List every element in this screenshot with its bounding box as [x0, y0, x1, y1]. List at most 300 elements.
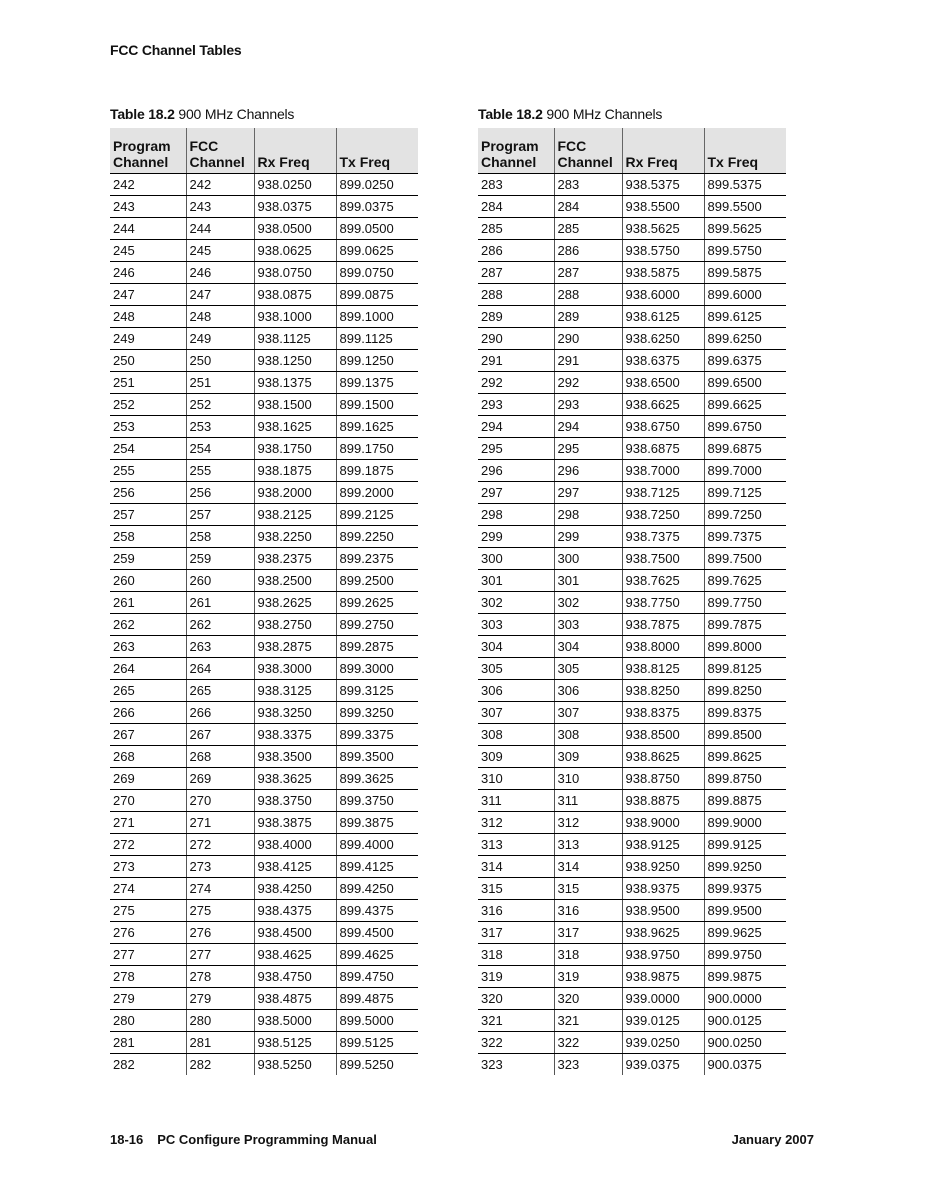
tx-freq-cell: 899.6125	[704, 306, 786, 328]
rx-freq-cell: 938.6125	[622, 306, 704, 328]
program-channel-cell: 303	[478, 614, 554, 636]
rx-freq-cell: 938.7375	[622, 526, 704, 548]
table-row	[110, 570, 418, 592]
table-row	[478, 174, 786, 196]
program-channel-cell: 253	[110, 416, 186, 438]
tx-freq-cell: 899.5000	[336, 1010, 418, 1032]
fcc-channel-cell: 319	[554, 966, 622, 988]
tx-freq-cell: 899.2375	[336, 548, 418, 570]
program-channel-cell: 295	[478, 438, 554, 460]
table-row	[110, 438, 418, 460]
table-row	[110, 350, 418, 372]
fcc-channel-cell: 292	[554, 372, 622, 394]
fcc-channel-cell: 263	[186, 636, 254, 658]
tx-freq-cell: 899.3250	[336, 702, 418, 724]
fcc-channel-cell: 280	[186, 1010, 254, 1032]
table-row	[478, 636, 786, 658]
rx-freq-cell: 938.8125	[622, 658, 704, 680]
table-row	[478, 856, 786, 878]
rx-freq-cell: 938.9750	[622, 944, 704, 966]
fcc-channel-cell: 316	[554, 900, 622, 922]
fcc-channel-cell: 298	[554, 504, 622, 526]
tx-freq-cell: 899.6375	[704, 350, 786, 372]
fcc-channel-cell: 282	[186, 1054, 254, 1076]
table-row	[110, 174, 418, 196]
fcc-channel-cell: 283	[554, 174, 622, 196]
fcc-channel-cell: 262	[186, 614, 254, 636]
tx-freq-cell: 899.5625	[704, 218, 786, 240]
rx-freq-cell: 938.3875	[254, 812, 336, 834]
fcc-channel-cell: 242	[186, 174, 254, 196]
table-row	[110, 680, 418, 702]
program-channel-cell: 306	[478, 680, 554, 702]
table-row	[110, 328, 418, 350]
rx-freq-cell: 938.6875	[622, 438, 704, 460]
program-channel-cell: 293	[478, 394, 554, 416]
program-channel-cell: 288	[478, 284, 554, 306]
program-channel-cell: 316	[478, 900, 554, 922]
fcc-channel-cell: 311	[554, 790, 622, 812]
fcc-channel-cell: 287	[554, 262, 622, 284]
fcc-channel-cell: 315	[554, 878, 622, 900]
table-row	[110, 614, 418, 636]
table-row	[110, 218, 418, 240]
program-channel-cell: 258	[110, 526, 186, 548]
tx-freq-cell: 900.0125	[704, 1010, 786, 1032]
rx-freq-cell: 938.4625	[254, 944, 336, 966]
program-channel-cell: 311	[478, 790, 554, 812]
fcc-channel-cell: 245	[186, 240, 254, 262]
tx-freq-cell: 899.2750	[336, 614, 418, 636]
col-header-program-channel: Program Channel	[478, 128, 554, 174]
rx-freq-cell: 938.2375	[254, 548, 336, 570]
program-channel-cell: 275	[110, 900, 186, 922]
rx-freq-cell: 938.3375	[254, 724, 336, 746]
table-caption	[478, 106, 786, 122]
table-row	[110, 724, 418, 746]
program-channel-cell: 308	[478, 724, 554, 746]
table-row	[478, 284, 786, 306]
tx-freq-cell: 899.6000	[704, 284, 786, 306]
table-title: 900 MHz Channels	[546, 106, 663, 122]
program-channel-cell: 321	[478, 1010, 554, 1032]
program-channel-cell: 259	[110, 548, 186, 570]
tx-freq-cell: 899.4500	[336, 922, 418, 944]
program-channel-cell: 254	[110, 438, 186, 460]
program-channel-cell: 260	[110, 570, 186, 592]
program-channel-cell: 270	[110, 790, 186, 812]
rx-freq-cell: 938.8000	[622, 636, 704, 658]
program-channel-cell: 247	[110, 284, 186, 306]
fcc-channel-cell: 284	[554, 196, 622, 218]
rx-freq-cell: 938.9625	[622, 922, 704, 944]
table-row	[110, 812, 418, 834]
fcc-channel-cell: 264	[186, 658, 254, 680]
tx-freq-cell: 899.6875	[704, 438, 786, 460]
table-row	[110, 1054, 418, 1076]
tx-freq-cell: 899.6625	[704, 394, 786, 416]
fcc-channel-cell: 259	[186, 548, 254, 570]
table-row	[478, 900, 786, 922]
fcc-channel-cell: 250	[186, 350, 254, 372]
rx-freq-cell: 938.2000	[254, 482, 336, 504]
fcc-channel-cell: 303	[554, 614, 622, 636]
table-row	[478, 1032, 786, 1054]
rx-freq-cell: 938.6000	[622, 284, 704, 306]
rx-freq-cell: 938.7625	[622, 570, 704, 592]
table-row	[478, 724, 786, 746]
table-body-left	[110, 174, 418, 1076]
table-row	[110, 482, 418, 504]
tx-freq-cell: 899.7750	[704, 592, 786, 614]
table-row	[110, 592, 418, 614]
program-channel-cell: 309	[478, 746, 554, 768]
program-channel-cell: 273	[110, 856, 186, 878]
rx-freq-cell: 939.0000	[622, 988, 704, 1010]
rx-freq-cell: 938.1625	[254, 416, 336, 438]
table-row	[478, 394, 786, 416]
fcc-channel-cell: 266	[186, 702, 254, 724]
table-row	[478, 438, 786, 460]
fcc-channel-cell: 323	[554, 1054, 622, 1076]
rx-freq-cell: 939.0125	[622, 1010, 704, 1032]
fcc-channel-cell: 320	[554, 988, 622, 1010]
rx-freq-cell: 938.3125	[254, 680, 336, 702]
table-row	[110, 416, 418, 438]
fcc-channel-cell: 274	[186, 878, 254, 900]
rx-freq-cell: 938.0875	[254, 284, 336, 306]
table-row	[110, 460, 418, 482]
table-row	[478, 834, 786, 856]
program-channel-cell: 242	[110, 174, 186, 196]
rx-freq-cell: 938.5375	[622, 174, 704, 196]
fcc-channel-cell: 288	[554, 284, 622, 306]
fcc-channel-cell: 276	[186, 922, 254, 944]
rx-freq-cell: 938.5750	[622, 240, 704, 262]
table-row	[110, 944, 418, 966]
fcc-channel-cell: 296	[554, 460, 622, 482]
table-row	[110, 900, 418, 922]
tx-freq-cell: 899.4375	[336, 900, 418, 922]
fcc-channel-cell: 277	[186, 944, 254, 966]
rx-freq-cell: 938.1125	[254, 328, 336, 350]
fcc-channel-cell: 261	[186, 592, 254, 614]
table-row	[110, 768, 418, 790]
program-channel-cell: 312	[478, 812, 554, 834]
tx-freq-cell: 899.8750	[704, 768, 786, 790]
rx-freq-cell: 938.7250	[622, 504, 704, 526]
program-channel-cell: 265	[110, 680, 186, 702]
program-channel-cell: 280	[110, 1010, 186, 1032]
program-channel-cell: 289	[478, 306, 554, 328]
tx-freq-cell: 899.9750	[704, 944, 786, 966]
tx-freq-cell: 899.8500	[704, 724, 786, 746]
table-row	[110, 504, 418, 526]
program-channel-cell: 317	[478, 922, 554, 944]
rx-freq-cell: 938.2875	[254, 636, 336, 658]
rx-freq-cell: 938.9250	[622, 856, 704, 878]
program-channel-cell: 310	[478, 768, 554, 790]
table-number: Table 18.2	[478, 106, 543, 122]
rx-freq-cell: 938.4125	[254, 856, 336, 878]
program-channel-cell: 314	[478, 856, 554, 878]
manual-title: PC Configure Programming Manual	[157, 1132, 377, 1147]
tx-freq-cell: 899.0250	[336, 174, 418, 196]
rx-freq-cell: 938.3500	[254, 746, 336, 768]
footer-date: January 2007	[731, 1132, 814, 1147]
rx-freq-cell: 938.7500	[622, 548, 704, 570]
fcc-channel-cell: 265	[186, 680, 254, 702]
fcc-channel-cell: 314	[554, 856, 622, 878]
fcc-channel-cell: 310	[554, 768, 622, 790]
fcc-channel-cell: 255	[186, 460, 254, 482]
program-channel-cell: 244	[110, 218, 186, 240]
program-channel-cell: 264	[110, 658, 186, 680]
program-channel-cell: 294	[478, 416, 554, 438]
program-channel-cell: 248	[110, 306, 186, 328]
tx-freq-cell: 899.9875	[704, 966, 786, 988]
tx-freq-cell: 899.3125	[336, 680, 418, 702]
tx-freq-cell: 899.8375	[704, 702, 786, 724]
rx-freq-cell: 938.0750	[254, 262, 336, 284]
program-channel-cell: 320	[478, 988, 554, 1010]
tx-freq-cell: 899.8125	[704, 658, 786, 680]
fcc-channel-cell: 273	[186, 856, 254, 878]
tx-freq-cell: 899.7500	[704, 548, 786, 570]
program-channel-cell: 268	[110, 746, 186, 768]
tx-freq-cell: 899.5875	[704, 262, 786, 284]
table-row	[110, 1010, 418, 1032]
table-row	[110, 746, 418, 768]
table-row	[110, 922, 418, 944]
rx-freq-cell: 938.9875	[622, 966, 704, 988]
fcc-channel-cell: 285	[554, 218, 622, 240]
running-header: FCC Channel Tables	[110, 42, 242, 58]
tx-freq-cell: 899.4875	[336, 988, 418, 1010]
table-row	[478, 658, 786, 680]
tx-freq-cell: 899.7875	[704, 614, 786, 636]
rx-freq-cell: 938.4000	[254, 834, 336, 856]
table-left	[110, 106, 418, 1075]
program-channel-cell: 250	[110, 350, 186, 372]
fcc-channel-cell: 278	[186, 966, 254, 988]
tx-freq-cell: 899.5375	[704, 174, 786, 196]
program-channel-cell: 274	[110, 878, 186, 900]
fcc-channel-cell: 304	[554, 636, 622, 658]
col-header-fcc-channel: FCC Channel	[186, 128, 254, 174]
fcc-channel-cell: 305	[554, 658, 622, 680]
table-row	[478, 196, 786, 218]
tx-freq-cell: 899.3750	[336, 790, 418, 812]
table-row	[478, 878, 786, 900]
table-row	[478, 1054, 786, 1076]
col-header-fcc-channel: FCC Channel	[554, 128, 622, 174]
fcc-channel-cell: 243	[186, 196, 254, 218]
program-channel-cell: 269	[110, 768, 186, 790]
fcc-channel-cell: 281	[186, 1032, 254, 1054]
table-row	[478, 1010, 786, 1032]
tx-freq-cell: 899.5500	[704, 196, 786, 218]
tx-freq-cell: 899.2250	[336, 526, 418, 548]
fcc-channel-cell: 286	[554, 240, 622, 262]
table-row	[478, 922, 786, 944]
program-channel-cell: 307	[478, 702, 554, 724]
fcc-channel-cell: 313	[554, 834, 622, 856]
program-channel-cell: 256	[110, 482, 186, 504]
rx-freq-cell: 938.0375	[254, 196, 336, 218]
rx-freq-cell: 938.6250	[622, 328, 704, 350]
program-channel-cell: 297	[478, 482, 554, 504]
channel-table	[110, 128, 418, 1075]
program-channel-cell: 262	[110, 614, 186, 636]
tx-freq-cell: 899.1000	[336, 306, 418, 328]
col-header-tx-freq: Tx Freq	[336, 128, 418, 174]
table-row	[478, 328, 786, 350]
col-header-tx-freq: Tx Freq	[704, 128, 786, 174]
rx-freq-cell: 938.1500	[254, 394, 336, 416]
rx-freq-cell: 939.0250	[622, 1032, 704, 1054]
fcc-channel-cell: 299	[554, 526, 622, 548]
fcc-channel-cell: 252	[186, 394, 254, 416]
table-row	[110, 526, 418, 548]
table-row	[478, 482, 786, 504]
col-header-rx-freq: Rx Freq	[254, 128, 336, 174]
table-row	[110, 262, 418, 284]
table-title: 900 MHz Channels	[178, 106, 295, 122]
rx-freq-cell: 938.9125	[622, 834, 704, 856]
fcc-channel-cell: 294	[554, 416, 622, 438]
tx-freq-cell: 899.3000	[336, 658, 418, 680]
rx-freq-cell: 938.4250	[254, 878, 336, 900]
rx-freq-cell: 938.4750	[254, 966, 336, 988]
rx-freq-cell: 938.1750	[254, 438, 336, 460]
rx-freq-cell: 938.3250	[254, 702, 336, 724]
program-channel-cell: 291	[478, 350, 554, 372]
tx-freq-cell: 900.0000	[704, 988, 786, 1010]
program-channel-cell: 257	[110, 504, 186, 526]
program-channel-cell: 300	[478, 548, 554, 570]
table-row	[478, 966, 786, 988]
table-row	[478, 746, 786, 768]
tx-freq-cell: 899.7625	[704, 570, 786, 592]
tx-freq-cell: 899.1125	[336, 328, 418, 350]
rx-freq-cell: 938.5500	[622, 196, 704, 218]
tx-freq-cell: 899.5250	[336, 1054, 418, 1076]
table-row	[478, 350, 786, 372]
rx-freq-cell: 938.8375	[622, 702, 704, 724]
table-row	[478, 240, 786, 262]
tx-freq-cell: 899.7000	[704, 460, 786, 482]
rx-freq-cell: 938.8250	[622, 680, 704, 702]
tx-freq-cell: 899.1750	[336, 438, 418, 460]
program-channel-cell: 263	[110, 636, 186, 658]
rx-freq-cell: 938.8750	[622, 768, 704, 790]
tx-freq-cell: 899.4125	[336, 856, 418, 878]
program-channel-cell: 251	[110, 372, 186, 394]
fcc-channel-cell: 321	[554, 1010, 622, 1032]
program-channel-cell: 243	[110, 196, 186, 218]
table-row	[478, 548, 786, 570]
program-channel-cell: 266	[110, 702, 186, 724]
rx-freq-cell: 938.4500	[254, 922, 336, 944]
table-row	[478, 702, 786, 724]
page-number: 18-16	[110, 1132, 144, 1147]
tx-freq-cell: 899.0500	[336, 218, 418, 240]
program-channel-cell: 296	[478, 460, 554, 482]
fcc-channel-cell: 308	[554, 724, 622, 746]
tx-freq-cell: 900.0375	[704, 1054, 786, 1076]
table-row	[110, 658, 418, 680]
tx-freq-cell: 899.0875	[336, 284, 418, 306]
table-row	[110, 548, 418, 570]
table-row	[478, 526, 786, 548]
rx-freq-cell: 938.5875	[622, 262, 704, 284]
channel-table	[478, 128, 786, 1075]
program-channel-cell: 245	[110, 240, 186, 262]
rx-freq-cell: 938.2625	[254, 592, 336, 614]
program-channel-cell: 255	[110, 460, 186, 482]
rx-freq-cell: 938.6500	[622, 372, 704, 394]
fcc-channel-cell: 307	[554, 702, 622, 724]
program-channel-cell: 298	[478, 504, 554, 526]
program-channel-cell: 285	[478, 218, 554, 240]
tx-freq-cell: 899.6250	[704, 328, 786, 350]
rx-freq-cell: 938.1250	[254, 350, 336, 372]
tx-freq-cell: 899.2125	[336, 504, 418, 526]
program-channel-cell: 290	[478, 328, 554, 350]
program-channel-cell: 281	[110, 1032, 186, 1054]
table-row	[478, 812, 786, 834]
table-row	[110, 284, 418, 306]
rx-freq-cell: 938.6750	[622, 416, 704, 438]
fcc-channel-cell: 309	[554, 746, 622, 768]
tx-freq-cell: 899.3625	[336, 768, 418, 790]
table-row	[478, 262, 786, 284]
tx-freq-cell: 899.9250	[704, 856, 786, 878]
tx-freq-cell: 899.3500	[336, 746, 418, 768]
program-channel-cell: 319	[478, 966, 554, 988]
fcc-channel-cell: 271	[186, 812, 254, 834]
rx-freq-cell: 938.5625	[622, 218, 704, 240]
table-row	[110, 790, 418, 812]
program-channel-cell: 261	[110, 592, 186, 614]
tx-freq-cell: 899.9125	[704, 834, 786, 856]
table-row	[110, 1032, 418, 1054]
page-footer	[110, 1132, 377, 1147]
program-channel-cell: 249	[110, 328, 186, 350]
program-channel-cell: 323	[481, 1057, 503, 1072]
table-row	[110, 372, 418, 394]
rx-freq-cell: 938.7000	[622, 460, 704, 482]
table-row	[110, 856, 418, 878]
fcc-channel-cell: 244	[186, 218, 254, 240]
rx-freq-cell: 938.5250	[254, 1054, 336, 1076]
table-row	[110, 988, 418, 1010]
tx-freq-cell: 899.9625	[704, 922, 786, 944]
fcc-channel-cell: 253	[186, 416, 254, 438]
tx-freq-cell: 899.1500	[336, 394, 418, 416]
tx-freq-cell: 899.3875	[336, 812, 418, 834]
tx-freq-cell: 899.2500	[336, 570, 418, 592]
rx-freq-cell: 938.8500	[622, 724, 704, 746]
rx-freq-cell: 938.5125	[254, 1032, 336, 1054]
fcc-channel-cell: 291	[554, 350, 622, 372]
program-channel-cell: 252	[110, 394, 186, 416]
rx-freq-cell: 939.0375	[622, 1054, 704, 1076]
table-row	[110, 702, 418, 724]
fcc-channel-cell: 272	[186, 834, 254, 856]
table-row	[478, 768, 786, 790]
